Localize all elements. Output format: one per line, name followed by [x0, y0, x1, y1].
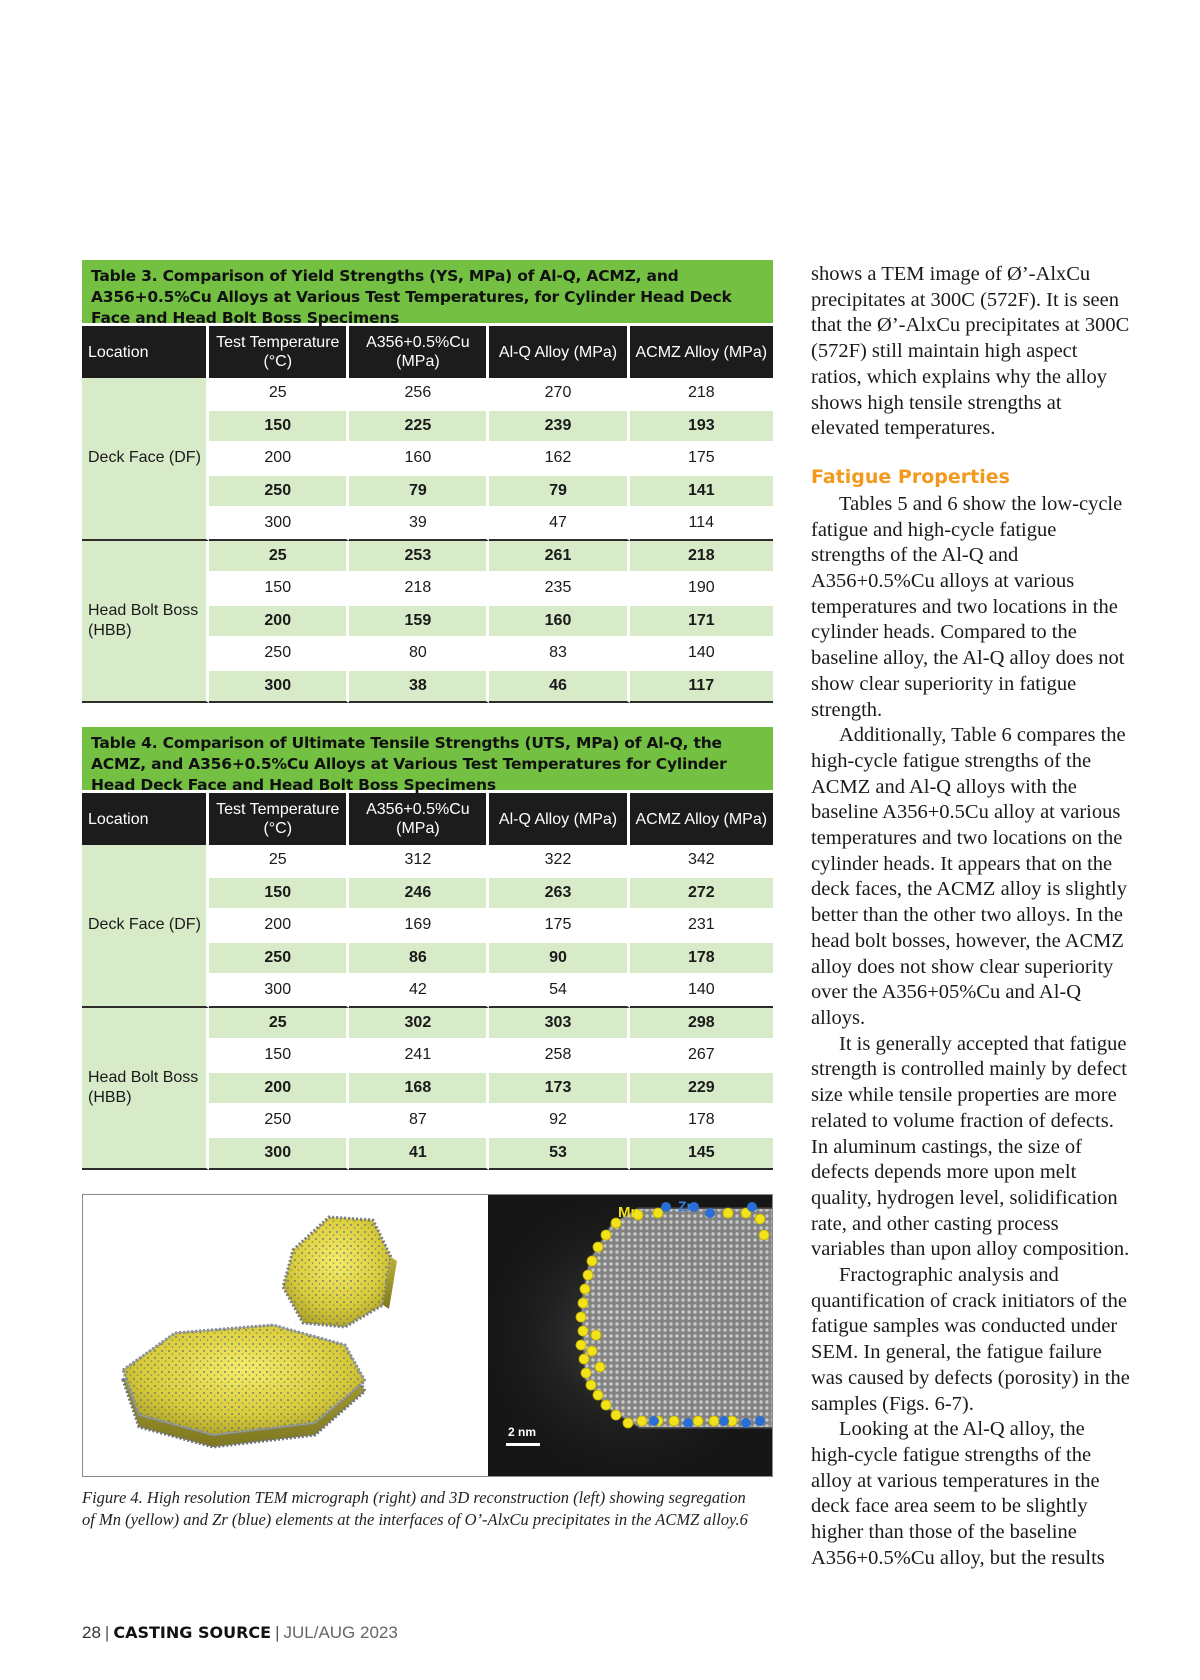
paragraph: It is generally accepted that fatigue strength is controlled mainly by defect size while tensile properties are more related to volume fraction of defects. In aluminum castings, the size of defects depends more upon melt quality, hydrogen level, solidification rate, and other casting process variables than upon alloy composition. [811, 1032, 1130, 1261]
page-number: 28 [82, 1623, 101, 1642]
mn-atom-dot [755, 1214, 765, 1224]
mn-atom-dot [580, 1284, 590, 1294]
table-cell: 200 [209, 910, 349, 943]
table-cell: 46 [489, 671, 629, 704]
data-table [82, 323, 773, 703]
table-cell: 200 [209, 443, 349, 476]
column-header: Location [82, 790, 209, 845]
column-header: Test Temperature (°C) [209, 790, 349, 845]
table-cell: 54 [489, 975, 629, 1008]
table-cell: 150 [209, 878, 349, 911]
table-cell: 114 [630, 508, 773, 541]
table-cell: 80 [349, 638, 489, 671]
mn-atom-dot [723, 1208, 733, 1218]
table-cell: 250 [209, 943, 349, 976]
mn-atom-dot [601, 1230, 611, 1240]
table-cell: 298 [630, 1008, 773, 1041]
zr-atom-dot [705, 1208, 715, 1218]
table-cell: 270 [489, 378, 629, 411]
table-cell: 159 [349, 606, 489, 639]
paragraph: Looking at the Al-Q alloy, the high-cycle fatigue strengths of the alloy at various temperatures in the deck face area seem to be slightly higher than those of the baseline A356+0.5%Cu alloy, but the results [811, 1418, 1105, 1569]
zr-atom-dot [719, 1416, 729, 1426]
paragraph: shows a TEM image of Ø’-AlxCu precipitates at 300C (572F). It is seen that the Ø’-AlxCu precipitates at 300C (572F) still maintain high aspect ratios, which explains why the alloy shows high tensile strengths at elevated temperatures. [811, 263, 1130, 440]
mn-atom-dot [595, 1362, 605, 1372]
table-cell: 229 [630, 1073, 773, 1106]
table-cell: 193 [630, 411, 773, 444]
table-cell: 150 [209, 573, 349, 606]
table-cell: 92 [489, 1105, 629, 1138]
table-4 [82, 727, 773, 1170]
mn-atom-dot [611, 1410, 621, 1420]
column-header: A356+0.5%Cu (MPa) [349, 323, 489, 378]
table-row [82, 378, 773, 411]
table-cell: 231 [630, 910, 773, 943]
issue-date: JUL/AUG 2023 [283, 1623, 398, 1642]
column-header: Location [82, 323, 209, 378]
table-cell: 47 [489, 508, 629, 541]
table-cell: 190 [630, 573, 773, 606]
section-heading: Fatigue Properties [811, 465, 1010, 488]
table-cell: 250 [209, 638, 349, 671]
table-cell: 87 [349, 1105, 489, 1138]
location-cell: Deck Face (DF) [82, 845, 209, 1008]
table-cell: 25 [209, 845, 349, 878]
body-text [811, 262, 1131, 1571]
table-cell: 241 [349, 1040, 489, 1073]
table-cell: 256 [349, 378, 489, 411]
mn-atom-dot [593, 1242, 603, 1252]
table-cell: 140 [630, 975, 773, 1008]
table-cell: 140 [630, 638, 773, 671]
table-row [82, 1008, 773, 1041]
table-cell: 200 [209, 606, 349, 639]
publication-name: CASTING SOURCE [113, 1623, 272, 1642]
zr-atom-dot [683, 1418, 693, 1428]
table-cell: 38 [349, 671, 489, 704]
table-cell: 300 [209, 975, 349, 1008]
tem-micrograph-image [488, 1195, 772, 1476]
scale-bar [506, 1443, 540, 1446]
mn-atom-dot [586, 1380, 596, 1390]
table-cell: 235 [489, 573, 629, 606]
table-cell: 258 [489, 1040, 629, 1073]
page-footer: 28 | CASTING SOURCE | JUL/AUG 2023 [82, 1623, 398, 1642]
table-cell: 239 [489, 411, 629, 444]
table-cell: 162 [489, 443, 629, 476]
location-cell: Head Bolt Boss (HBB) [82, 541, 209, 704]
table-cell: 169 [349, 910, 489, 943]
mn-atom-dot [576, 1312, 586, 1322]
zr-atom-dot [661, 1202, 671, 1212]
table-cell: 263 [489, 878, 629, 911]
scale-bar-label: 2 nm [508, 1425, 537, 1439]
mn-atom-dot [653, 1208, 663, 1218]
table-cell: 79 [489, 476, 629, 509]
table-cell: 117 [630, 671, 773, 704]
column-header: ACMZ Alloy (MPa) [630, 323, 773, 378]
table-cell: 39 [349, 508, 489, 541]
table-cell: 178 [630, 1105, 773, 1138]
paragraph: Tables 5 and 6 show the low-cycle fatigue and high-cycle fatigue strengths of the Al-Q and A356+0.5%Cu alloys at various temperatures and two locations in the cylinder heads. Compared to the baseline alloy, the Al-Q alloy does not show clear superiority in fatigue strength. [811, 492, 1125, 721]
table-cell: 225 [349, 411, 489, 444]
table-cell: 300 [209, 1138, 349, 1171]
column-header: Al-Q Alloy (MPa) [489, 790, 629, 845]
location-cell: Head Bolt Boss (HBB) [82, 1008, 209, 1171]
table-cell: 322 [489, 845, 629, 878]
table-cell: 312 [349, 845, 489, 878]
mn-atom-dot [587, 1256, 597, 1266]
table-cell: 25 [209, 541, 349, 574]
mn-atom-dot [759, 1230, 769, 1240]
mn-atom-dot [669, 1416, 679, 1426]
mn-atom-dot [583, 1270, 593, 1280]
table-row [82, 845, 773, 878]
mn-atom-dot [693, 1416, 703, 1426]
mn-atom-dot [578, 1298, 588, 1308]
mn-atom-dot [591, 1330, 601, 1340]
table-cell: 218 [630, 378, 773, 411]
table-cell: 150 [209, 411, 349, 444]
table-cell: 175 [630, 443, 773, 476]
mn-label: Mn [618, 1204, 640, 1221]
mn-atom-dot [576, 1340, 586, 1350]
table-cell: 267 [630, 1040, 773, 1073]
paragraph: Fractographic analysis and quantification of crack initiators of the fatigue samples was conducted under SEM. In general, the fatigue failure was caused by defects (porosity) in the samples (Figs. 6-7). [811, 1264, 1130, 1415]
table-title: Table 3. Comparison of Yield Strengths (YS, MPa) of Al-Q, ACMZ, and A356+0.5%Cu Alloys at Various Test Temperatures, for Cylinder Head Deck Face and Head Bolt Boss Specimens [82, 260, 773, 323]
paragraph: Additionally, Table 6 compares the high-cycle fatigue strengths of the ACMZ and Al-Q alloys with the baseline A356+0.5Cu alloy at various temperatures and two locations on the cylinder heads. It appears that on the deck faces, the ACMZ alloy is slightly better than the other two alloys. In the head bolt bosses, however, the ACMZ alloy does not show clear superiority over the A356+05%Cu and Al-Q alloys. [811, 724, 1127, 1029]
table-cell: 160 [489, 606, 629, 639]
table-cell: 261 [489, 541, 629, 574]
data-table [82, 790, 773, 1170]
table-row [82, 541, 773, 574]
table-cell: 160 [349, 443, 489, 476]
zr-atom-dot [747, 1202, 757, 1212]
mn-atom-dot [587, 1346, 597, 1356]
table-cell: 300 [209, 508, 349, 541]
table-cell: 300 [209, 671, 349, 704]
figure-caption: Figure 4. High resolution TEM micrograph (right) and 3D reconstruction (left) showing segregation of Mn (yellow) and Zr (blue) elements at the interfaces of O’-AlxCu precipitates in the ACMZ alloy.6 [82, 1488, 748, 1529]
mn-atom-dot [581, 1368, 591, 1378]
mn-atom-dot [709, 1416, 719, 1426]
table-cell: 150 [209, 1040, 349, 1073]
table-cell: 90 [489, 943, 629, 976]
table-cell: 171 [630, 606, 773, 639]
table-cell: 302 [349, 1008, 489, 1041]
table-cell: 42 [349, 975, 489, 1008]
column-header: A356+0.5%Cu (MPa) [349, 790, 489, 845]
table-cell: 250 [209, 476, 349, 509]
table-title: Table 4. Comparison of Ultimate Tensile Strengths (UTS, MPa) of Al-Q, the ACMZ, and A356+0.5%Cu Alloys at Various Test Temperatures for Cylinder Head Deck Face and Head Bolt Boss Specimens [82, 727, 773, 790]
table-cell: 246 [349, 878, 489, 911]
column-header: Al-Q Alloy (MPa) [489, 323, 629, 378]
column-header: ACMZ Alloy (MPa) [630, 790, 773, 845]
table-cell: 145 [630, 1138, 773, 1171]
table-cell: 41 [349, 1138, 489, 1171]
table-cell: 178 [630, 943, 773, 976]
mn-atom-dot [637, 1416, 647, 1426]
table-cell: 200 [209, 1073, 349, 1106]
zr-atom-dot [755, 1416, 765, 1426]
mn-atom-dot [601, 1400, 611, 1410]
table-cell: 342 [630, 845, 773, 878]
table-3 [82, 260, 773, 703]
table-cell: 86 [349, 943, 489, 976]
table-cell: 79 [349, 476, 489, 509]
table-cell: 53 [489, 1138, 629, 1171]
table-cell: 168 [349, 1073, 489, 1106]
mn-atom-dot [578, 1326, 588, 1336]
mn-atom-dot [579, 1354, 589, 1364]
table-cell: 173 [489, 1073, 629, 1106]
table-cell: 141 [630, 476, 773, 509]
zr-label: Zr [678, 1198, 692, 1214]
figure-4 [82, 1194, 773, 1477]
mn-atom-dot [623, 1418, 633, 1428]
table-cell: 83 [489, 638, 629, 671]
column-header: Test Temperature (°C) [209, 323, 349, 378]
zr-atom-dot [741, 1418, 751, 1428]
zr-atom-dot [649, 1416, 659, 1426]
table-cell: 218 [349, 573, 489, 606]
table-cell: 303 [489, 1008, 629, 1041]
table-cell: 25 [209, 1008, 349, 1041]
mn-atom-dot [593, 1390, 603, 1400]
table-cell: 175 [489, 910, 629, 943]
table-cell: 218 [630, 541, 773, 574]
left-column [82, 260, 773, 1531]
3d-reconstruction-image [83, 1195, 488, 1476]
table-cell: 272 [630, 878, 773, 911]
table-cell: 253 [349, 541, 489, 574]
location-cell: Deck Face (DF) [82, 378, 209, 541]
table-cell: 250 [209, 1105, 349, 1138]
table-cell: 25 [209, 378, 349, 411]
